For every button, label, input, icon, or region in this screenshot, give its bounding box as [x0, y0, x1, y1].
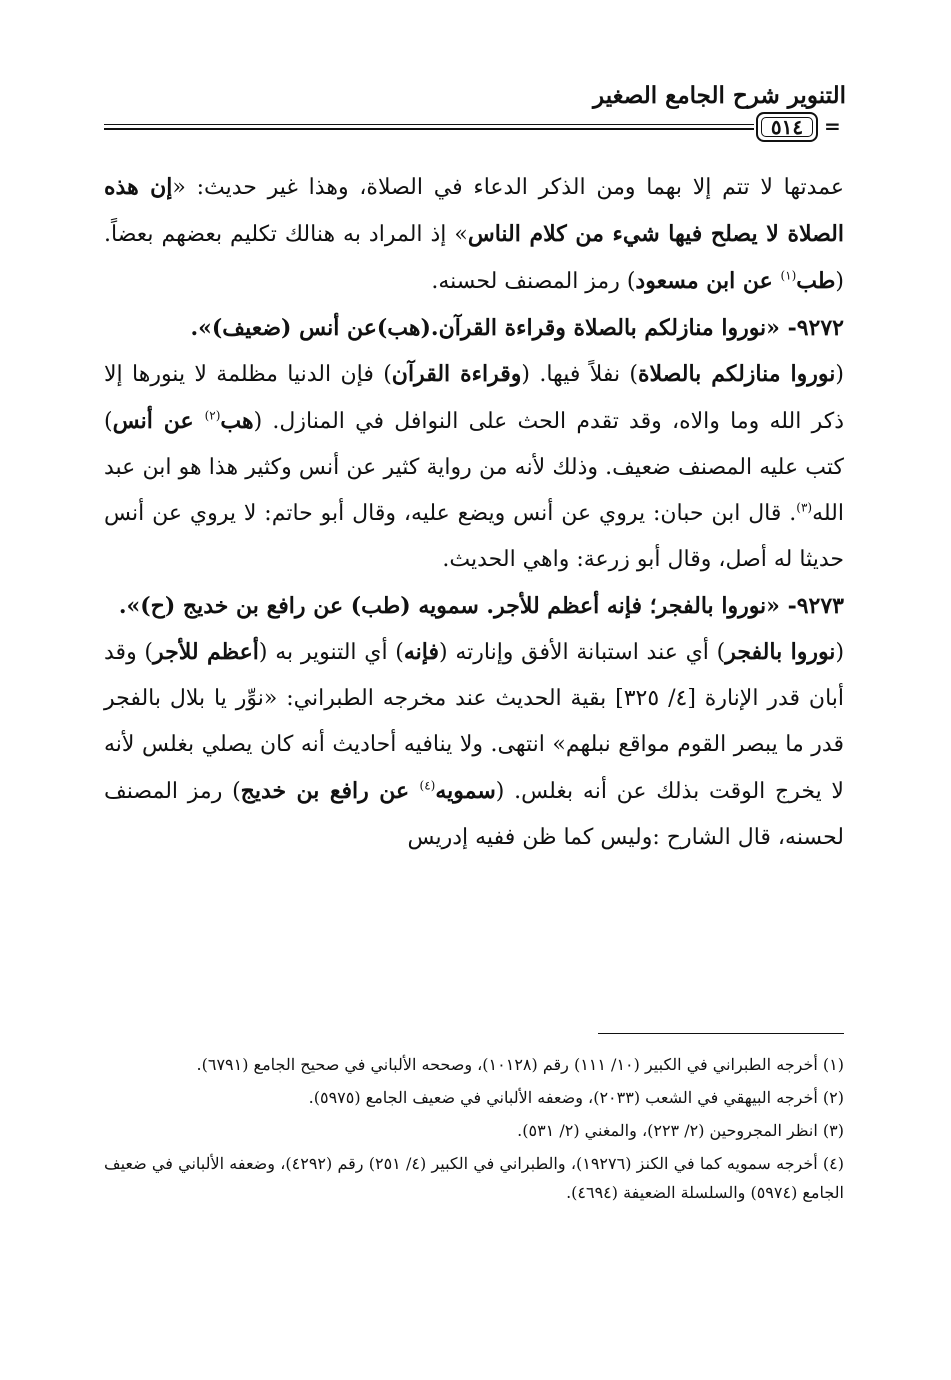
- header-rule-top: [104, 124, 754, 125]
- footnote-ref-2[interactable]: (٢): [204, 408, 221, 423]
- footnote-3: (٣) انظر المجروحين (٢/ ٢٢٣)، والمغني (٢/ ٥٣١).: [517, 1121, 844, 1140]
- hadith-entry-9273: ٩٢٧٣- «نوروا بالفجر؛ فإنه أعظم للأجر. سمويه (طب) عن رافع بن خديج (ح)».: [118, 593, 844, 619]
- main-text: [104, 164, 844, 861]
- footnote-separator: [598, 1033, 844, 1034]
- footnotes: [104, 1050, 844, 1211]
- footnote-ref-4[interactable]: (٤): [419, 778, 436, 793]
- running-title: التنوير شرح الجامع الصغير: [593, 82, 846, 109]
- header-rule-bottom: [104, 128, 754, 130]
- paragraph-commentary-1: عمدتها لا تتم إلا بهما ومن الذكر الدعاء في الصلاة، وهذا غير حديث: «إن هذه الصلاة لا يصلح فيها شيء من كلام الناس» إذ المراد به هنالك تكليم بعضهم بعضاً. (طب$^{(١)}$ عن ابن مسعود) رمز المصنف لحسنه.: [104, 174, 844, 294]
- paragraph-commentary-3: (نوروا بالفجر) أي عند استبانة الأفق وإنارته (فإنه) أي التنوير به (أعظم للأجر) وقد أبان قدر الإنارة [٤/ ٣٢٥] بقية الحديث عند مخرجه الطبراني: «نوِّر يا بلال بالفجر قدر ما يبصر القوم مواقع نبلهم» انتهى. ولا ينافيه أحاديث أنه كان يصلي بغلس لأنه لا يخرج الوقت بذلك عن أنه بغلس. (سمويه$^{(٤)}$ عن رافع بن خديج) رمز المصنف لحسنه، قال الشارح :وليس كما ظن ففيه إدريس: [104, 639, 845, 850]
- footnote-ref-3[interactable]: (٣): [796, 500, 813, 515]
- paragraph-commentary-2: (نوروا منازلكم بالصلاة) نفلاً فيها. (وقراءة القرآن) فإن الدنيا مظلمة لا ينورها إلا ذكر الله وما والاه، وقد تقدم الحث على النوافل في المنازل. (هب$^{(٢)}$ عن أنس) كتب عليه المصنف ضعيف. وذلك لأنه من رواية كثير عن أنس وكثير هذا هو ابن عبد الله$^{(٣)}$. قال ابن حبان: يروي عن أنس ويضع عليه، وقال أبو حاتم: لا يروي عن أنس حديثا له أصل، وقال أبو زرعة: واهي الحديث.: [104, 361, 845, 572]
- footnote-4: (٤) أخرجه سمويه كما في الكنز (١٩٢٧٦)، والطبراني في الكبير (٤/ ٢٥١) رقم (٤٢٩٢)، وضعفه الألباني في ضعيف الجامع (٥٩٧٤) والسلسلة الضعيفة (٤٦٩٤).: [104, 1154, 845, 1202]
- header-edge-mark: =: [824, 114, 841, 138]
- footnote-1: (١) أخرجه الطبراني في الكبير (١٠/ ١١١) رقم (١٠١٢٨)، وصححه الألباني في صحيح الجامع (٦٧٩١).: [196, 1055, 844, 1074]
- footnote-2: (٢) أخرجه البيهقي في الشعب (٢٠٣٣)، وضعفه الألباني في ضعيف الجامع (٥٩٧٥).: [308, 1088, 844, 1107]
- footnote-ref-1[interactable]: (١): [780, 268, 797, 283]
- page-number: ٥١٤: [756, 112, 818, 142]
- hadith-entry-9272: ٩٢٧٢- «نوروا منازلكم بالصلاة وقراءة القرآن.(هب)عن أنس (ضعيف)».: [190, 315, 844, 341]
